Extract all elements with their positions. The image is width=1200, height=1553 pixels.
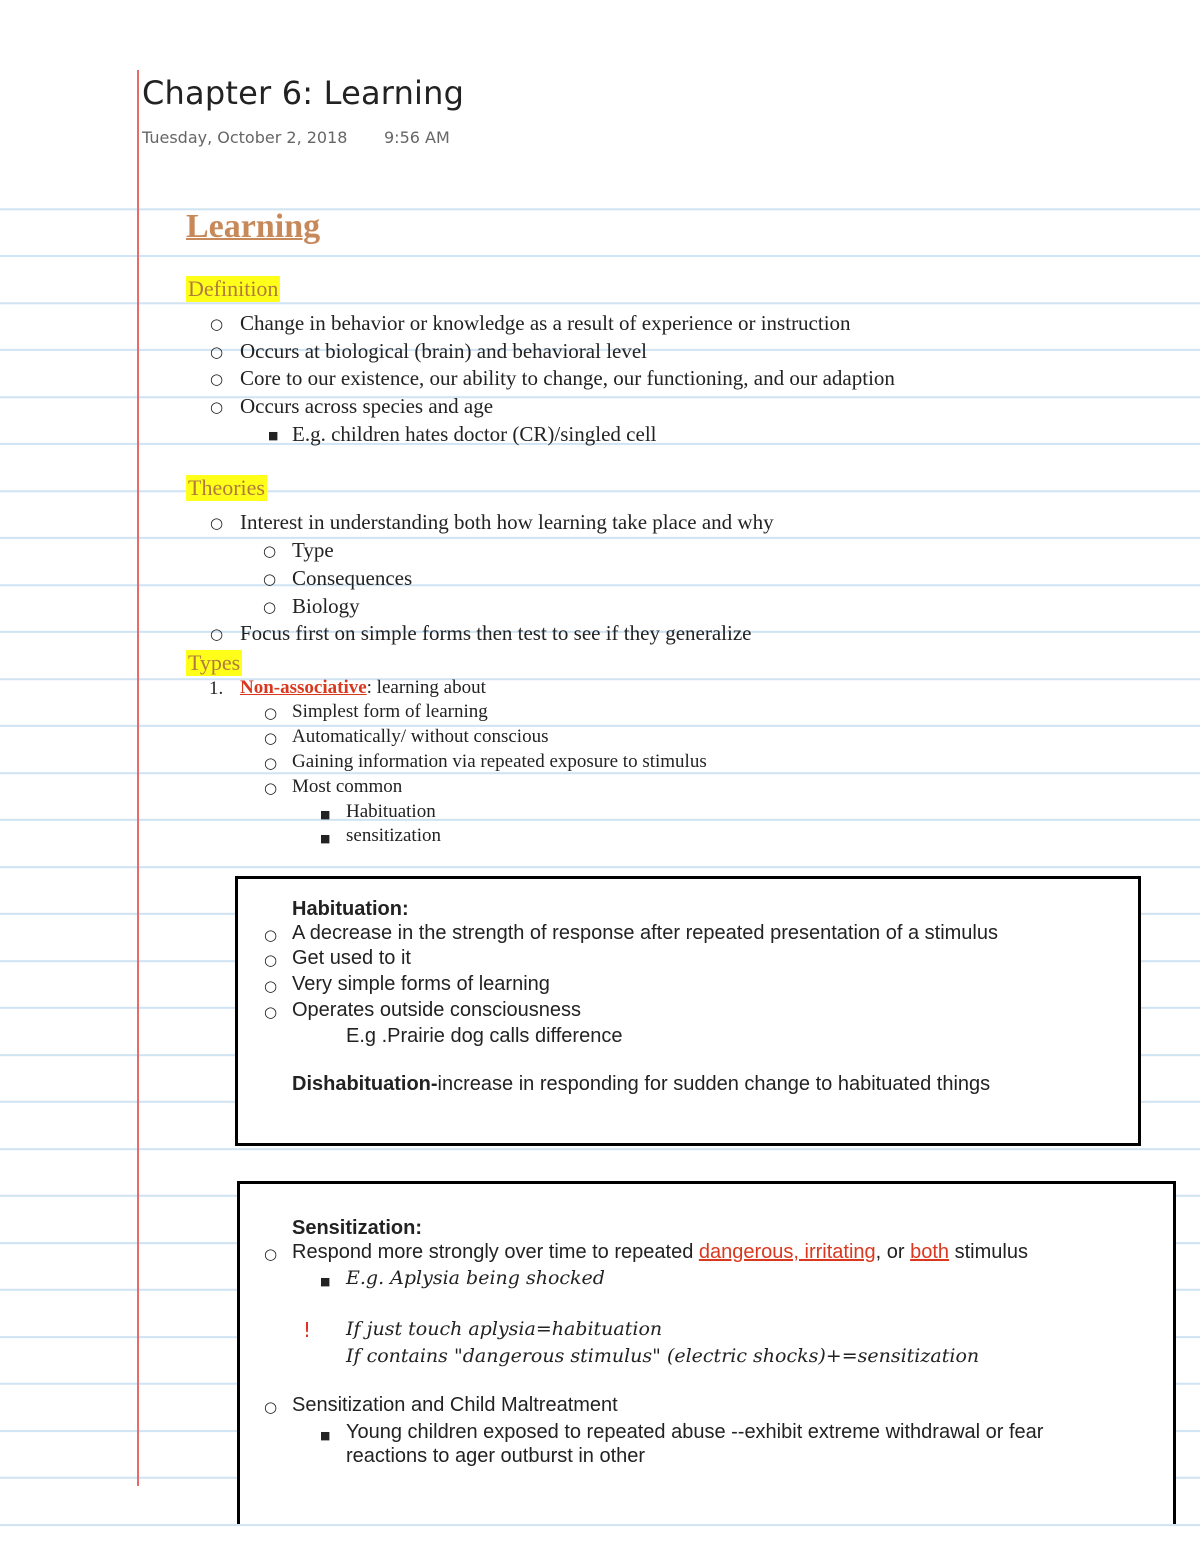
sensitization-item: Respond more strongly over time to repeated dangerous, irritating, or both stimulus xyxy=(292,1241,1028,1263)
habituation-title: Habituation: xyxy=(292,898,409,920)
types-subitem: Simplest form of learning xyxy=(292,701,488,722)
types-item-rest: : learning about xyxy=(366,677,486,698)
circle-bullet-icon: ○ xyxy=(264,951,278,969)
sensitization-example: E.g. Aplysia being shocked xyxy=(346,1267,605,1289)
dangerous-irritating-highlight: dangerous, irritating xyxy=(698,1241,876,1263)
non-associative-term: Non-associative xyxy=(240,677,367,698)
circle-bullet-icon: ○ xyxy=(264,977,278,995)
circle-bullet-icon: ○ xyxy=(264,1245,278,1263)
theories-item: Focus first on simple forms then test to see if they generalize xyxy=(240,621,752,645)
theories-item: Interest in understanding both how learning take place and why xyxy=(240,510,774,534)
page-title: Chapter 6: Learning xyxy=(142,74,465,112)
page-time: 9:56 AM xyxy=(384,128,450,147)
habituation-item: Very simple forms of learning xyxy=(292,973,550,995)
sensitization-subitem-line: Young children exposed to repeated abuse --exhibit extreme withdrawal or fear xyxy=(346,1421,1044,1443)
definition-item: Occurs at biological (brain) and behavioral level xyxy=(240,339,647,363)
circle-bullet-icon: ○ xyxy=(210,370,224,388)
circle-bullet-icon: ○ xyxy=(264,729,278,747)
circle-bullet-icon: ○ xyxy=(264,704,278,722)
theories-subitem: Biology xyxy=(292,594,360,618)
circle-bullet-icon: ○ xyxy=(210,398,224,416)
habituation-item: Operates outside consciousness xyxy=(292,999,582,1021)
circle-bullet-icon: ○ xyxy=(264,1398,278,1416)
types-number: 1. xyxy=(209,678,224,699)
square-bullet-icon: ■ xyxy=(268,429,279,442)
circle-bullet-icon: ○ xyxy=(210,514,224,532)
section-heading: Learning xyxy=(186,208,321,245)
types-common-item: sensitization xyxy=(346,825,441,846)
theories-subitem: Type xyxy=(292,538,334,562)
definition-item: Occurs across species and age xyxy=(240,394,494,418)
circle-bullet-icon: ○ xyxy=(264,926,278,944)
theories-subitem: Consequences xyxy=(292,566,413,590)
definition-label: Definition xyxy=(188,276,279,301)
types-common-item: Habituation xyxy=(346,801,436,822)
habituation-item: Get used to it xyxy=(292,947,411,969)
theories-label: Theories xyxy=(188,475,265,500)
types-label: Types xyxy=(188,650,241,675)
habituation-example: E.g .Prairie dog calls difference xyxy=(346,1025,623,1047)
circle-bullet-icon: ○ xyxy=(264,1003,278,1021)
circle-bullet-icon: ○ xyxy=(210,315,224,333)
definition-subitem: E.g. children hates doctor (CR)/singled cell xyxy=(292,422,657,446)
circle-bullet-icon: ○ xyxy=(264,754,278,772)
definition-item: Core to our existence, our ability to change, our functioning, and our adaption xyxy=(240,366,895,390)
habituation-item: A decrease in the strength of response after repeated presentation of a stimulus xyxy=(292,922,998,944)
square-bullet-icon: ■ xyxy=(320,808,331,821)
exclamation-mark: ! xyxy=(303,1318,312,1342)
square-bullet-icon: ■ xyxy=(320,832,331,845)
sensitization-title: Sensitization: xyxy=(292,1217,423,1239)
types-item xyxy=(240,677,486,699)
sensitization-item: Sensitization and Child Maltreatment xyxy=(292,1394,618,1416)
sensitization-note: If just touch aplysia=habituation xyxy=(346,1318,663,1340)
sensitization-subitem-line: reactions to ager outburst in other xyxy=(346,1445,646,1467)
both-highlight: both xyxy=(910,1241,950,1263)
circle-bullet-icon: ○ xyxy=(210,625,224,643)
circle-bullet-icon: ○ xyxy=(264,779,278,797)
dishabituation-line xyxy=(292,1073,990,1096)
circle-bullet-icon: ○ xyxy=(263,542,277,560)
dishabituation-term: Dishabituation- xyxy=(292,1073,438,1095)
circle-bullet-icon: ○ xyxy=(210,343,224,361)
circle-bullet-icon: ○ xyxy=(263,598,277,616)
margin-line xyxy=(137,70,139,1486)
square-bullet-icon: ■ xyxy=(320,1429,331,1442)
dishabituation-rest: increase in responding for sudden change to habituated things xyxy=(437,1073,991,1095)
types-subitem: Most common xyxy=(292,776,403,797)
circle-bullet-icon: ○ xyxy=(263,570,277,588)
sensitization-note: If contains "dangerous stimulus" (electric shocks)+=sensitization xyxy=(346,1345,980,1367)
types-subitem: Gaining information via repeated exposure to stimulus xyxy=(292,751,707,772)
square-bullet-icon: ■ xyxy=(320,1275,331,1288)
page-date: Tuesday, October 2, 2018 xyxy=(142,128,348,147)
definition-item: Change in behavior or knowledge as a result of experience or instruction xyxy=(240,311,851,335)
types-subitem: Automatically/ without conscious xyxy=(292,726,549,747)
